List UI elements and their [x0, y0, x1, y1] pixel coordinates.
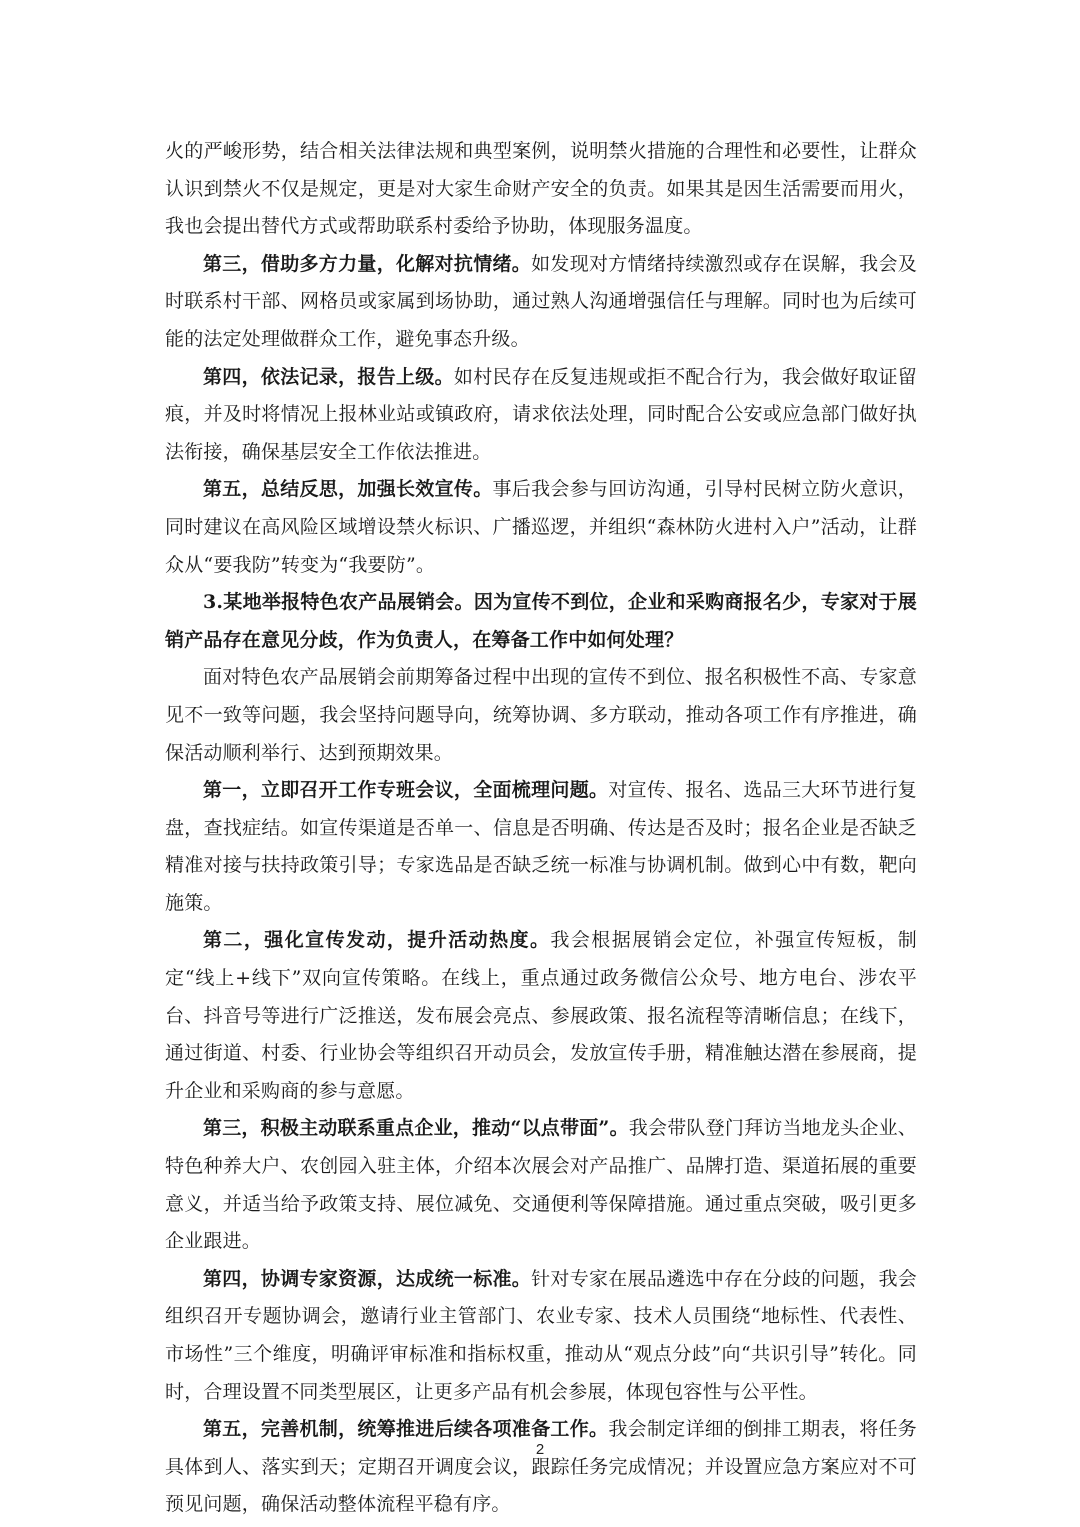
paragraph-text: 事后我会参与回访沟通，引导村民树立防火意识，同时建议在高风险区域增设禁火标识、广播巡逻，并组织“森林防火进村入户”活动，让群众从“要我防”转变为“我要防”。 — [165, 478, 917, 576]
paragraph-text: 面对特色农产品展销会前期筹备过程中出现的宣传不到位、报名积极性不高、专家意见不一致等问题，我会坚持问题导向，统筹协调、多方联动，推动各项工作有序推进，确保活动顺利举行、达到预期效果。 — [165, 666, 917, 764]
paragraph-text: 如村民存在反复违规或拒不配合行为，我会做好取证留痕，并及时将情况上报林业站或镇政府，请求依法处理，同时配合公安或应急部门做好执法衔接，确保基层安全工作依法推进。 — [165, 365, 917, 463]
paragraph-point-four — [165, 359, 917, 472]
paragraph-text: 针对专家在展品遴选中存在分歧的问题，我会组织召开专题协调会，邀请行业主管部门、农业专家、技术人员围绕“地标性、代表性、市场性”三个维度，明确评审标准和指标权重，推动从“观点分歧”向“共识引导”转化。同时，合理设置不同类型展区，让更多产品有机会参展，体现包容性与公平性。 — [165, 1267, 917, 1403]
paragraph-lead: 第三，借助多方力量，化解对抗情绪。 — [203, 252, 532, 275]
paragraph-text: 我会根据展销会定位，补强宣传短板，制定“线上+线下”双向宣传策略。在线上，重点通过政务微信公众号、地方电台、涉农平台、抖音号等进行广泛推送，发布展会亮点、参展政策、报名流程等清晰信息；在线下，通过街道、村委、行业协会等组织召开动员会，发放宣传手册，精准触达潜在参展商，提升企业和采购商的参与意愿。 — [165, 929, 917, 1102]
paragraph-lead: 第五，总结反思，加强长效宣传。 — [203, 478, 493, 501]
paragraph-text: 我会制定详细的倒排工期表，将任务具体到人、落实到天；定期召开调度会议，跟踪任务完成情况；并设置应急方案应对不可预见问题，确保活动整体流程平稳有序。 — [165, 1418, 918, 1516]
paragraph-lead: 第四，依法记录，报告上级。 — [203, 365, 454, 388]
page-number: 2 — [535, 1441, 545, 1458]
paragraph-text: 火的严峻形势，结合相关法律法规和典型案例，说明禁火措施的合理性和必要性，让群众认识到禁火不仅是规定，更是对大家生命财产安全的负责。如果其是因生活需要而用火，我也会提出替代方式或帮助联系村委给予协助，体现服务温度。 — [165, 140, 917, 238]
paragraph-answer-point-three — [165, 1110, 917, 1260]
question-heading — [165, 584, 917, 659]
paragraph-answer-point-four — [165, 1261, 917, 1411]
paragraph-point-three — [165, 246, 917, 359]
document-body — [165, 133, 917, 1524]
paragraph-text: 我会带队登门拜访当地龙头企业、特色种养大户、农创园入驻主体，介绍本次展会对产品推广、品牌打造、渠道拓展的重要意义，并适当给予政策支持、展位减免、交通便利等保障措施。通过重点突破，吸引更多企业跟进。 — [165, 1117, 917, 1253]
paragraph-lead: 第一，立即召开工作专班会议，全面梳理问题。 — [203, 779, 609, 802]
paragraph-lead: 第二，强化宣传发动，提升活动热度。 — [203, 929, 551, 952]
question-text: 3.某地举报特色农产品展销会。因为宣传不到位，企业和采购商报名少，专家对于展销产品存在意见分歧，作为负责人，在筹备工作中如何处理？ — [165, 591, 917, 651]
paragraph-answer-point-two — [165, 922, 917, 1110]
paragraph-point-five — [165, 471, 917, 584]
paragraph-answer-point-one — [165, 772, 917, 922]
paragraph-lead: 第三，积极主动联系重点企业，推动“以点带面”。 — [203, 1117, 629, 1140]
paragraph-text: 对宣传、报名、选品三大环节进行复盘，查找症结。如宣传渠道是否单一、信息是否明确、传达是否及时；报名企业是否缺乏精准对接与扶持政策引导；专家选品是否缺乏统一标准与协调机制。做到心中有数，靶向施策。 — [165, 779, 918, 914]
paragraph-lead: 第五，完善机制，统筹推进后续各项准备工作。 — [203, 1418, 609, 1441]
paragraph-lead: 第四，协调专家资源，达成统一标准。 — [203, 1267, 532, 1290]
paragraph-answer-point-five — [165, 1411, 917, 1524]
paragraph-continuation — [165, 133, 917, 246]
paragraph-answer-intro — [165, 659, 917, 772]
paragraph-text: 如发现对方情绪持续激烈或存在误解，我会及时联系村干部、网格员或家属到场协助，通过熟人沟通增强信任与理解。同时也为后续可能的法定处理做群众工作，避免事态升级。 — [165, 252, 917, 350]
